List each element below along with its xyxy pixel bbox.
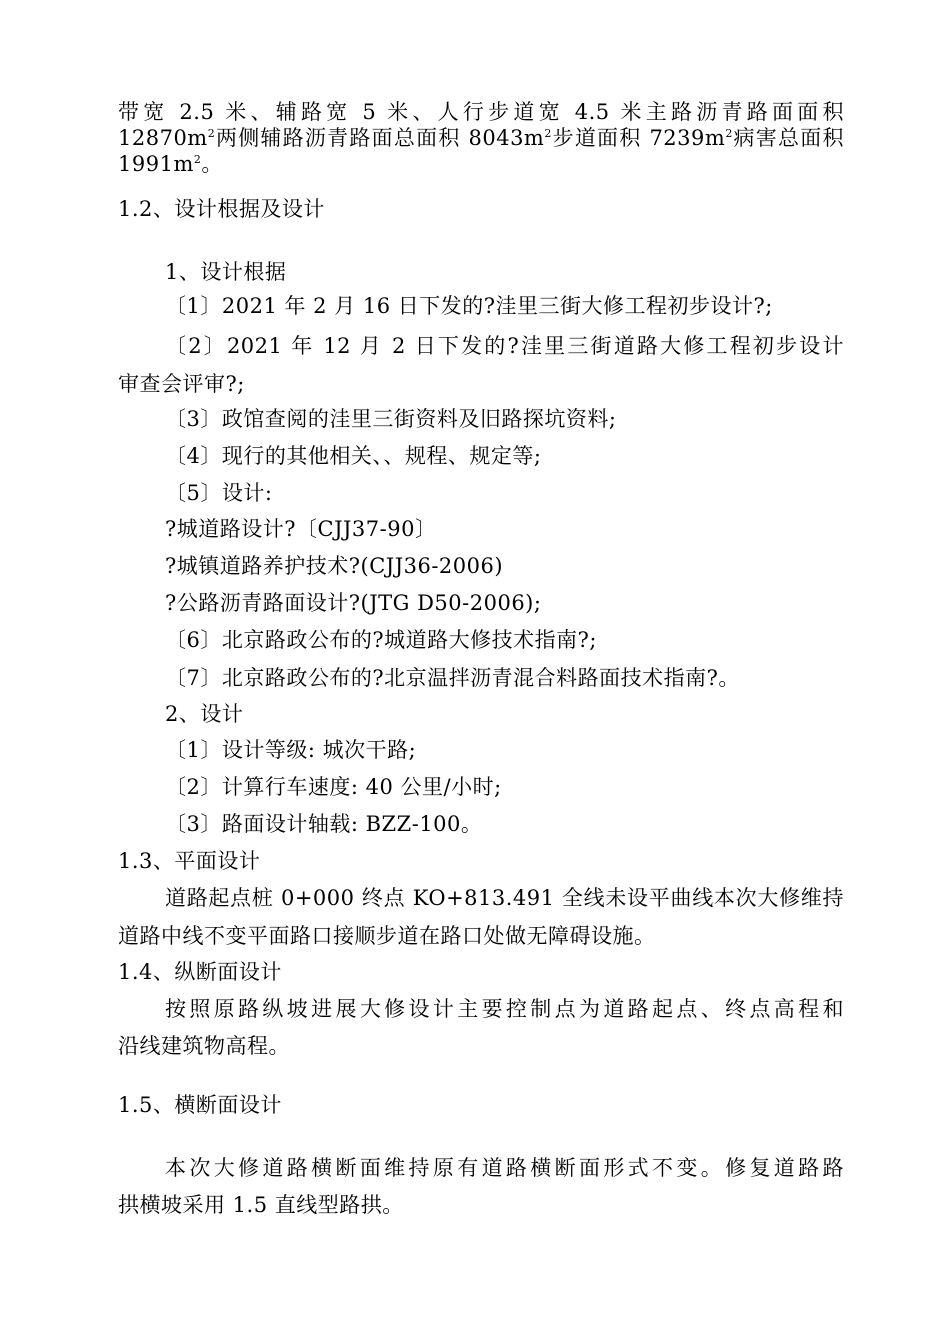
intro-text-2b: 两侧辅路沥青路面总面积 8043m — [215, 126, 545, 150]
list-item-basis-4: 〔4〕现行的其他相关、、规程、规定等; — [165, 444, 542, 468]
list-item-basis-1: 〔1〕2021 年 2 月 16 日下发的?洼里三街大修工程初步设计?; — [165, 294, 773, 318]
intro-line-3 — [118, 150, 223, 178]
list-item-standard-2: ?城镇道路养护技术?(CJJ36-2006) — [165, 554, 504, 578]
intro-text-2d: 病害总面积 — [732, 126, 845, 150]
section-1-3-para-line-2: 道路中线不变平面路口接顺步道在路口处做无障碍设施。 — [118, 924, 656, 948]
list-item-standard-1: ?城道路设计?〔CJJ37-90〕 — [165, 517, 437, 541]
list-item-basis-6: 〔6〕北京路政公布的?城道路大修技术指南?; — [165, 628, 597, 652]
intro-text-3b: 。 — [201, 152, 223, 176]
list-item-design-1: 〔1〕设计等级: 城次干路; — [165, 738, 417, 762]
intro-line-2 — [118, 124, 844, 152]
list-item-design-2: 〔2〕计算行车速度: 40 公里/小时; — [165, 775, 502, 799]
superscript-2: 2 — [725, 127, 733, 140]
superscript-2: 2 — [544, 127, 552, 140]
superscript-2: 2 — [207, 127, 216, 140]
list-item-design-3: 〔3〕路面设计轴载: BZZ-100。 — [165, 812, 483, 836]
subheading-design: 2、设计 — [165, 702, 244, 726]
section-heading-1-4: 1.4、纵断面设计 — [118, 960, 282, 984]
intro-text-2a: 12870m — [118, 126, 208, 150]
list-item-basis-2-line-1: 〔2〕2021 年 12 月 2 日下发的?洼里三街道路大修工程初步设计 — [165, 334, 844, 358]
intro-text-1: 带宽 2.5 米、辅路宽 5 米、人行步道宽 4.5 米主路沥青路面面积 — [118, 100, 844, 124]
section-1-4-para-line-1: 按照原路纵坡进展大修设计主要控制点为道路起点、终点高程和 — [165, 997, 844, 1021]
intro-line-1 — [118, 98, 844, 126]
subheading-design-basis: 1、设计根据 — [165, 260, 287, 284]
section-1-5-para-line-2: 拱横坡采用 1.5 直线型路拱。 — [118, 1193, 404, 1217]
section-heading-1-5: 1.5、横断面设计 — [118, 1093, 282, 1117]
section-1-5-para-line-1: 本次大修道路横断面维持原有道路横断面形式不变。修复道路路 — [165, 1156, 844, 1180]
intro-text-3a: 1991m — [118, 152, 194, 176]
section-heading-1-2: 1.2、设计根据及设计 — [118, 197, 325, 221]
section-1-4-para-line-2: 沿线建筑物高程。 — [118, 1034, 290, 1058]
intro-text-2c: 步道面积 7239m — [551, 126, 726, 150]
section-heading-1-3: 1.3、平面设计 — [118, 849, 261, 873]
list-item-standard-3: ?公路沥青路面设计?(JTG D50-2006); — [165, 591, 542, 615]
list-item-basis-3: 〔3〕政馆查阅的洼里三街资料及旧路探坑资料; — [165, 407, 617, 431]
superscript-2: 2 — [193, 153, 202, 166]
list-item-basis-2-line-2: 审查会评审?; — [118, 372, 245, 396]
list-item-basis-5: 〔5〕设计: — [165, 481, 273, 505]
section-1-3-para-line-1: 道路起点桩 0+000 终点 KO+813.491 全线未设平曲线本次大修维持 — [165, 886, 844, 910]
list-item-basis-7: 〔7〕北京路政公布的?北京温拌沥青混合料路面技术指南?。 — [165, 666, 740, 690]
